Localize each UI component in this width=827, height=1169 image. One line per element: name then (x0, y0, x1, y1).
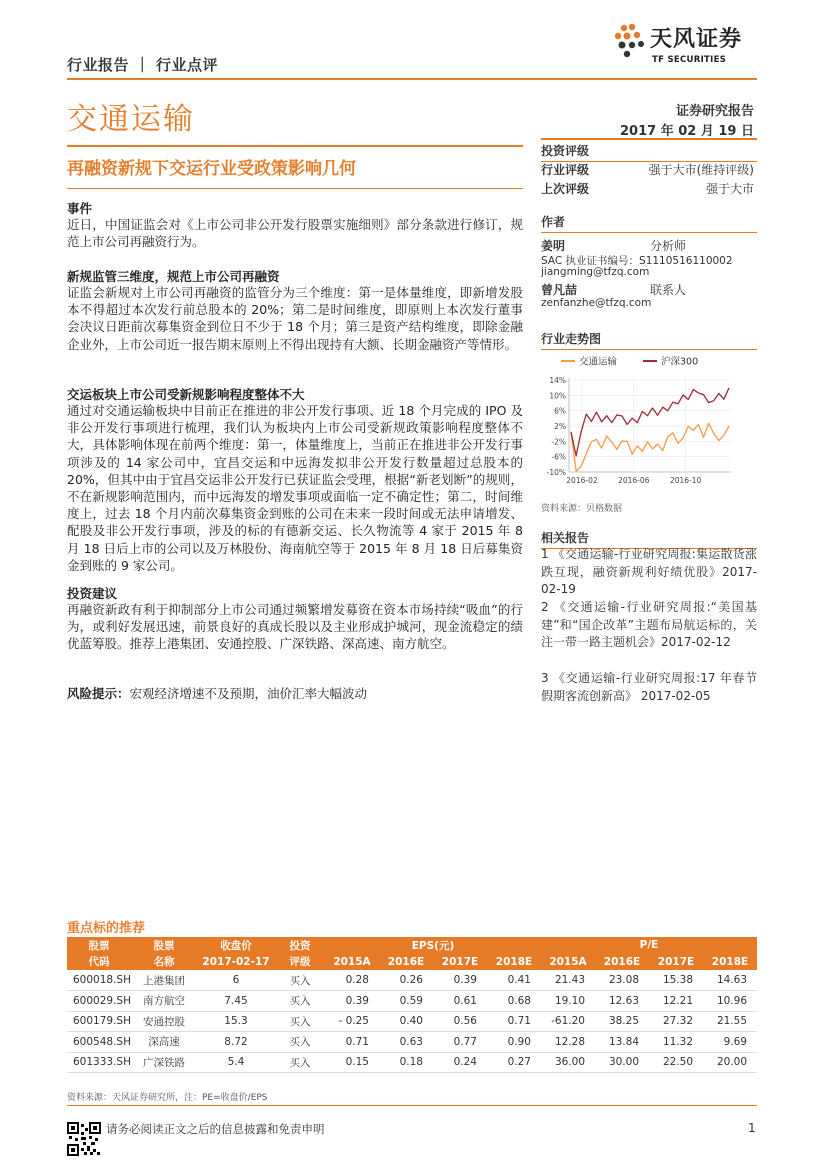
table-cell: 南方航空 (131, 991, 197, 1012)
th-sub-7: 2018E (487, 954, 541, 971)
table-cell: 0.77 (433, 1032, 487, 1053)
table-row (67, 1032, 757, 1053)
y-tick-label: 14% (549, 376, 566, 385)
table-cell: 买入 (275, 1032, 325, 1053)
x-tick-label: 2016-06 (618, 476, 650, 485)
report-category: 行业报告 ｜ 行业点评 (67, 56, 218, 74)
table-cell: 5.4 (197, 1052, 275, 1073)
qr-code-icon[interactable] (67, 1122, 101, 1156)
page-number: 1 (748, 1121, 756, 1135)
report-title: 再融资新规下交运行业受政策影响几何 (67, 159, 356, 179)
th-eps: EPS(元) (325, 937, 541, 954)
table-cell: 600029.SH (67, 991, 131, 1012)
section-text-event: 近日，中国证监会对《上市公司非公开发行股票实施细则》部分条款进行修订，规范上市公司再融资行为。 (67, 217, 523, 250)
table-cell: 22.50 (649, 1052, 703, 1073)
y-tick-label: 10% (549, 391, 566, 401)
th-sub-0: 代码 (67, 954, 131, 971)
table-cell: 601333.SH (67, 1052, 131, 1073)
table-cell: 0.68 (487, 991, 541, 1012)
logo-text-en: TF SECURITIES (652, 55, 727, 65)
table-cell: 12.63 (595, 991, 649, 1012)
th-sub-4: 2015A (325, 954, 379, 971)
header-divider (67, 78, 757, 80)
table-cell: 9.69 (703, 1032, 757, 1053)
risk-text: 宏观经济增速不及预期，油价汇率大幅波动 (129, 686, 368, 701)
table-cell: 0.26 (379, 970, 433, 991)
title-divider-bottom (67, 188, 523, 189)
table-cell: 12.21 (649, 991, 703, 1012)
table-cell: 10.96 (703, 991, 757, 1012)
risk-warning (67, 685, 523, 702)
section-text-advice: 再融资新政有利于抑制部分上市公司通过频繁增发募资在资本市场持续“吸血”的行为，或利好发展迅速，前景良好的真成长股以及主业形成护城河，现金流稳定的绩优蓝筹股。推荐上港集团、安通控股、广深铁路、深高速、南方航空。 (67, 602, 523, 652)
section-text-new-rules: 证监会新规对上市公司再融资的监管分为三个维度：第一是体量维度，即新增发股本不得超过本次发行前总股本的 20%；第二是时间维度，即原则上本次发行董事会决议日距前次募集资金到位日不少于 18 个月；第三是资产结构维度，即除金融企业外，上市公司近一报告期末原则上不得出现持有大额、长期金融资产等情形。 (67, 285, 523, 352)
logo-text-cn: 天风证券 (650, 27, 743, 52)
chart-source: 资料来源：贝格数据 (541, 504, 623, 514)
author2-name: 曾凡喆 (541, 283, 578, 297)
recommendation-table (67, 937, 757, 1073)
th-code: 股票 (67, 937, 131, 954)
x-tick-label: 2016-10 (669, 476, 702, 485)
y-tick-label: -10% (546, 468, 566, 477)
th-sub-8: 2015A (541, 954, 595, 971)
table-cell: 7.45 (197, 991, 275, 1012)
table-cell: 上港集团 (131, 970, 197, 991)
footer-disclaimer: 请务必阅读正文之后的信息披露和免责申明 (106, 1122, 325, 1136)
prev-rating-value: 强于大市 (705, 182, 754, 196)
table-cell: 0.15 (325, 1052, 379, 1073)
table-cell: 买入 (275, 1052, 325, 1073)
th-sub-5: 2016E (379, 954, 433, 971)
y-tick-label: 6% (554, 406, 566, 416)
table-cell: -61.20 (541, 1011, 595, 1032)
report-date: 2017 年 02 月 19 日 (620, 124, 754, 139)
related-report-2[interactable]: 2 《交通运输-行业研究周报:“美国基建”和“国企改革”主题布局航运标的，关注一带一路主题机会》2017-02-12 (541, 600, 757, 649)
table-bottom-divider (67, 1105, 757, 1106)
related-report-1[interactable]: 1 《交通运输-行业研究周报:集运散货涨跌互现，融资新规利好绩优股》2017-02-19 (541, 547, 757, 596)
risk-label: 风险提示： (67, 686, 130, 701)
author1-email[interactable]: jiangming@tfzq.com (541, 266, 650, 278)
table-cell: 0.61 (433, 991, 487, 1012)
y-tick-label: -2% (551, 437, 566, 447)
chart-heading: 行业走势图 (541, 330, 757, 350)
author1-role: 分析师 (650, 239, 687, 253)
table-row (67, 1052, 757, 1073)
th-sub-3: 评级 (275, 954, 325, 971)
table-cell: 0.71 (487, 1011, 541, 1032)
author1-name: 姜明 (541, 239, 566, 253)
table-cell: 广深铁路 (131, 1052, 197, 1073)
table-cell: - 0.25 (325, 1011, 379, 1032)
table-cell: 深高速 (131, 1032, 197, 1053)
table-cell: 0.28 (325, 970, 379, 991)
sector-title: 交通运输 (67, 102, 195, 137)
table-cell: 36.00 (541, 1052, 595, 1073)
table-cell: 买入 (275, 991, 325, 1012)
table-cell: 0.59 (379, 991, 433, 1012)
table-cell: 600018.SH (67, 970, 131, 991)
table-cell: 14.63 (703, 970, 757, 991)
table-cell: 15.3 (197, 1011, 275, 1032)
table-cell: 0.90 (487, 1032, 541, 1053)
table-cell: 38.25 (595, 1011, 649, 1032)
section-heading-advice: 投资建议 (67, 586, 118, 601)
table-cell: 0.41 (487, 970, 541, 991)
author-heading: 作者 (541, 213, 757, 233)
y-tick-label: -6% (551, 452, 566, 462)
th-price: 收盘价 (197, 937, 275, 954)
table-cell: 600548.SH (67, 1032, 131, 1053)
table-cell: 21.55 (703, 1011, 757, 1032)
section-text-impact: 通过对交通运输板块中目前正在推进的非公开发行事项、近 18 个月完成的 IPO 及非公开发行事项进行梳理，我们认为板块内上市公司受新规政策影响程度整体不大，具体影响体现在前两个维度：第一，体量维度上，当前正在推进非公开发行事项涉及的 14 家公司中，宜昌交运和中远海发拟非公开发行数量超过总股本的 20%，但其中由于宜昌交运非公开发行已获证监会受理，根据“新老划断”的规则，不在新规影响范围内，而中远海发的增发事项或面临一定不确定性；第二，时间维度上，过去 18 个月内前次募集资金到账的公司在未来一段时间或无法申请增发、配股及非公开发行事项，涉及的标的有德新交运、长久物流等 4 家于 2015 年 8 月 18 日后上市的公司以及万林股份、海南航空等于 2015 年 8 月 18 日后募集资金到账的 9 家公司。 (67, 403, 523, 573)
table-row (67, 991, 757, 1012)
th-sub-2: 2017-02-17 (197, 954, 275, 971)
table-cell: 600179.SH (67, 1011, 131, 1032)
industry-trend-chart (541, 350, 757, 495)
table-cell: 0.39 (325, 991, 379, 1012)
industry-rating-value: 强于大市(维持评级) (648, 163, 754, 177)
table-cell: 0.39 (433, 970, 487, 991)
table-cell: 11.32 (649, 1032, 703, 1053)
series-line (571, 423, 729, 471)
table-cell: 19.10 (541, 991, 595, 1012)
table-cell: 0.24 (433, 1052, 487, 1073)
th-sub-9: 2016E (595, 954, 649, 971)
author2-role: 联系人 (650, 283, 687, 297)
related-heading: 相关报告 (541, 529, 757, 549)
table-cell: 23.08 (595, 970, 649, 991)
x-tick-label: 2016-02 (566, 476, 598, 485)
section-heading-new-rules: 新规监管三维度，规范上市公司再融资 (67, 269, 280, 284)
th-sub-6: 2017E (433, 954, 487, 971)
table-cell: 0.18 (379, 1052, 433, 1073)
author1-cert: SAC 执业证书编号：S1110516110002 (541, 255, 733, 267)
table-cell: 21.43 (541, 970, 595, 991)
table-row (67, 1011, 757, 1032)
table-row (67, 970, 757, 991)
title-divider-top (67, 145, 523, 147)
table-cell: 0.71 (325, 1032, 379, 1053)
rating-heading: 投资评级 (541, 138, 757, 162)
table-cell: 买入 (275, 970, 325, 991)
report-type: 证券研究报告 (675, 104, 754, 119)
author2-email[interactable]: zenfanzhe@tfzq.com (541, 297, 652, 309)
table-cell: 13.84 (595, 1032, 649, 1053)
legend-label: 交通运输 (579, 356, 618, 368)
prev-rating-label: 上次评级 (541, 182, 590, 196)
table-cell: 12.28 (541, 1032, 595, 1053)
table-cell: 0.27 (487, 1052, 541, 1073)
y-tick-label: 2% (554, 422, 566, 431)
th-sub-10: 2017E (649, 954, 703, 971)
table-cell: 0.63 (379, 1032, 433, 1053)
table-title: 重点标的推荐 (67, 921, 146, 936)
table-cell: 0.40 (379, 1011, 433, 1032)
table-note: 资料来源：天风证券研究所，注：PE=收盘价/EPS (67, 1093, 268, 1103)
table-cell: 安通控股 (131, 1011, 197, 1032)
table-cell: 30.00 (595, 1052, 649, 1073)
th-sub-11: 2018E (703, 954, 757, 971)
section-heading-impact: 交运板块上市公司受新规影响程度整体不大 (67, 387, 305, 402)
table-cell: 20.00 (703, 1052, 757, 1073)
legend-label: 沪深300 (661, 356, 699, 368)
th-pe: P/E (541, 937, 757, 954)
table-cell: 8.72 (197, 1032, 275, 1053)
th-name: 股票 (131, 937, 197, 954)
table-cell: 买入 (275, 1011, 325, 1032)
industry-rating-label: 行业评级 (541, 163, 590, 177)
related-report-3[interactable]: 3 《交通运输-行业研究周报:17 年春节假期客流创新高》 2017-02-05 (541, 671, 757, 703)
table-cell: 27.32 (649, 1011, 703, 1032)
th-sub-1: 名称 (131, 954, 197, 971)
table-cell: 0.56 (433, 1011, 487, 1032)
section-heading-event: 事件 (67, 201, 93, 216)
table-cell: 15.38 (649, 970, 703, 991)
th-rating: 投资 (275, 937, 325, 954)
table-cell: 6 (197, 970, 275, 991)
